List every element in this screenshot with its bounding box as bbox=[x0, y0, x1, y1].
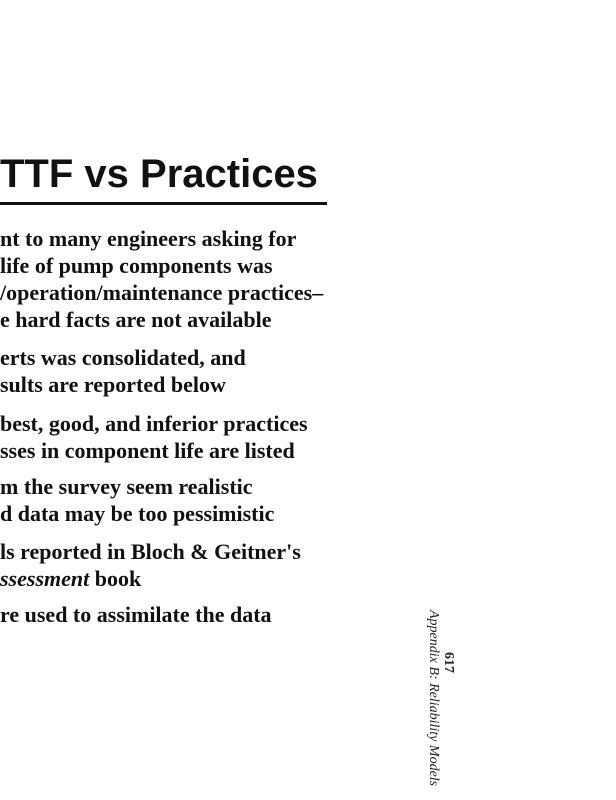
bullet-line: /operation/maintenance practices– bbox=[0, 280, 324, 305]
book-title-fragment: ssessment bbox=[0, 566, 90, 591]
bullet-item bbox=[0, 344, 246, 398]
bullet-line: sses in component life are listed bbox=[0, 438, 295, 463]
bullet-line: nt to many engineers asking for bbox=[0, 226, 297, 251]
bullet-item bbox=[0, 225, 323, 333]
page-number: 617 bbox=[441, 652, 456, 673]
bullet-line: sults are reported below bbox=[0, 372, 226, 397]
bullet-line: d data may be too pessimistic bbox=[0, 501, 275, 526]
bullet-line: m the survey seem realistic bbox=[0, 474, 253, 499]
bullet-line: ls reported in Bloch & Geitner's bbox=[0, 539, 301, 564]
bullet-line: life of pump components was bbox=[0, 253, 273, 278]
slide-title: TTF vs Practices bbox=[0, 152, 318, 196]
bullet-item bbox=[0, 601, 272, 628]
bullet-line-rest: book bbox=[89, 566, 142, 591]
bullet-item bbox=[0, 538, 301, 592]
bullet-item bbox=[0, 473, 274, 527]
bullet-line: best, good, and inferior practices bbox=[0, 411, 308, 436]
bullet-line bbox=[0, 565, 301, 592]
bullet-line: erts was consolidated, and bbox=[0, 345, 246, 370]
bullet-line: e hard facts are not available bbox=[0, 307, 272, 332]
section-label: Appendix B: Reliability Models bbox=[426, 610, 441, 787]
bullet-line: re used to assimilate the data bbox=[0, 602, 272, 627]
bullet-item bbox=[0, 410, 308, 464]
title-underline bbox=[0, 202, 327, 205]
